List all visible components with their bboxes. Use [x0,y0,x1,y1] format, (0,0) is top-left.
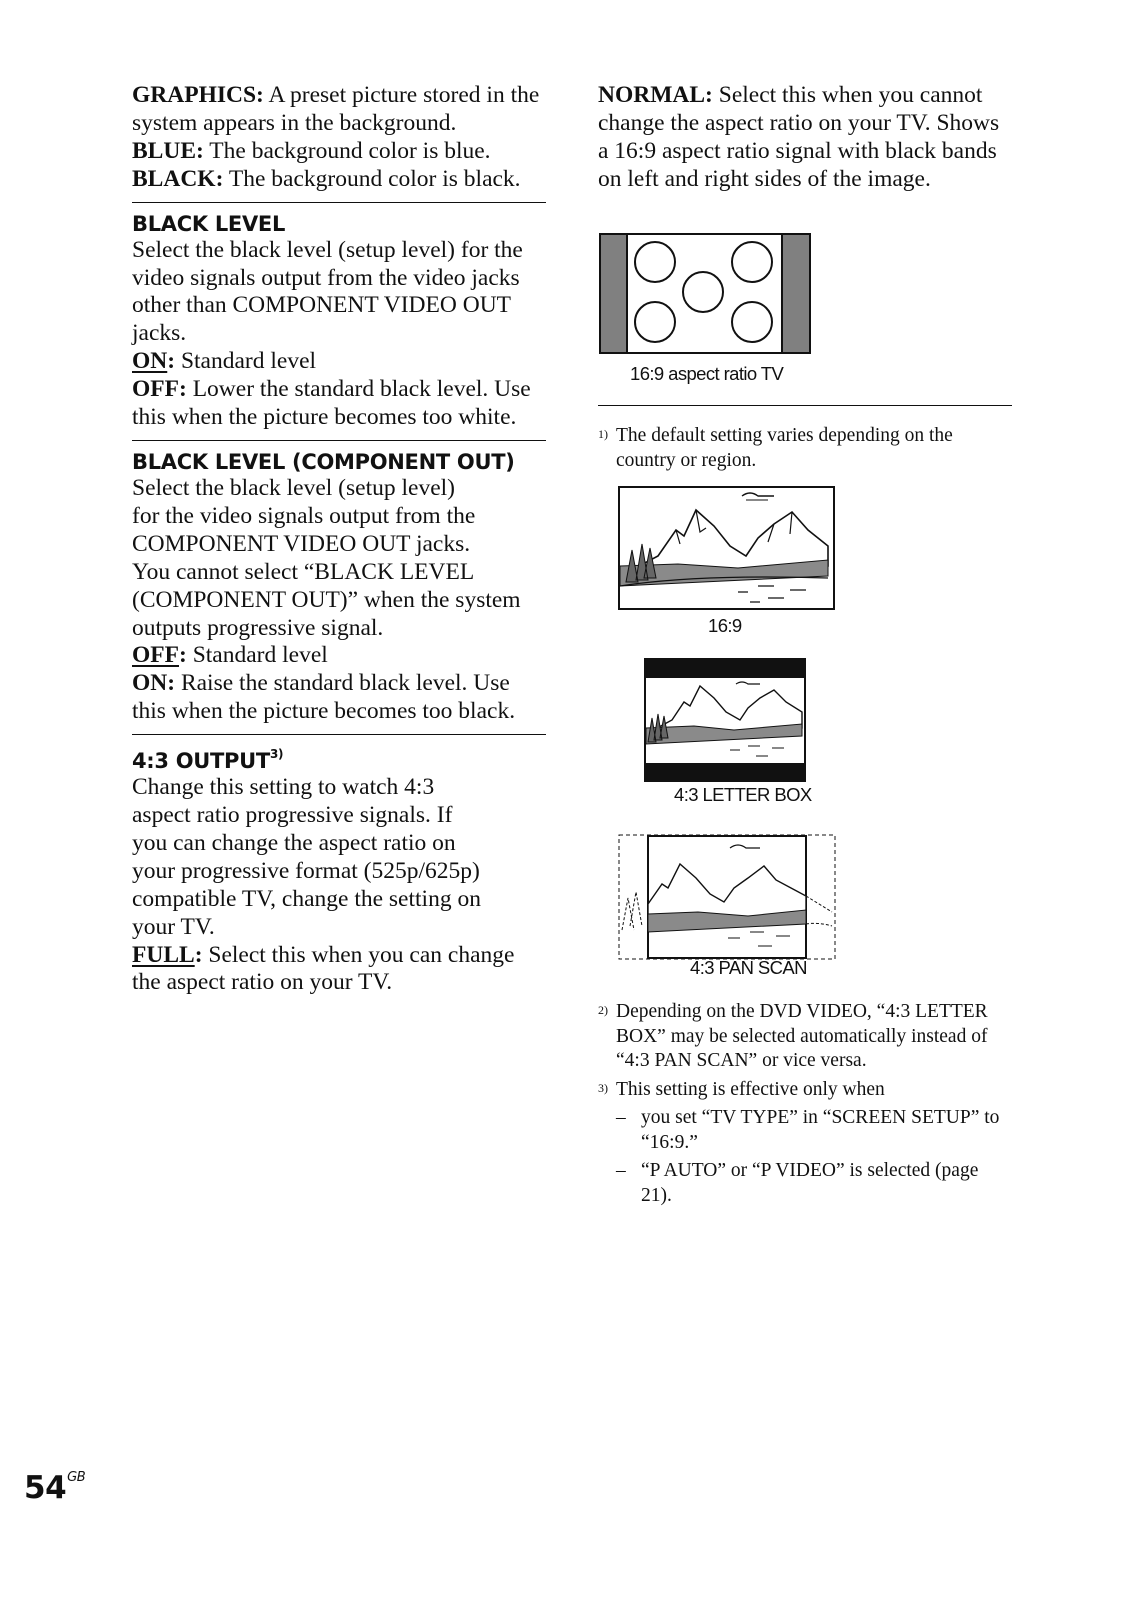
blc-desc-line: for the video signals output from the [132,502,476,529]
section-divider [132,734,546,735]
right-column [598,82,1012,194]
blc-on-label: ON: [132,670,176,697]
normal-option [598,82,1012,194]
note-3-item-2 [598,1159,1014,1208]
note-3-item-1-text: you set “TV TYPE” in “SCREEN SETUP” to “16:9.” [641,1107,1000,1153]
output-43-heading-text: 4:3 OUTPUT [132,749,270,774]
note-1 [598,424,1012,473]
blue-text: The background color is blue. [203,137,491,164]
blc-desc-note: You cannot select “BLACK LEVEL (COMPONENT OUT)” when the system outputs progressive signal. [132,558,521,641]
background-options [132,82,546,194]
black-level-component-body: Select the black level (setup level) for the video signals output from the COMPONENT VIDEO OUT jacks. You cannot select “BLACK LEVEL (COMPONENT OUT)” when the system outputs progressive signal. OFF: Standard level ON: Raise the standard black level. Use this when the picture becomes too black. [132,474,521,725]
note-1-text: The default setting varies depending on the country or region. [616,425,953,471]
black-level-component-heading: BLACK LEVEL (COMPONENT OUT) [132,449,515,474]
note-2-text: Depending on the DVD VIDEO, “4:3 LETTER BOX” may be selected automatically instead of “4:3 PAN SCAN” or vice versa. [616,1001,988,1071]
landscape-169-caption: 16:9 [708,615,742,636]
note-3 [598,1078,1014,1103]
black-level-on-label: ON [132,348,168,375]
output-43-heading [132,743,546,774]
right-black-band [782,235,809,352]
left-black-band [601,235,627,352]
dash-bullet: – [616,1160,626,1181]
letterbox-caption: 4:3 LETTER BOX [674,784,812,805]
section-divider [132,440,546,441]
note-1-mark: 1) [598,427,608,441]
page-number-value: 54 [24,1470,67,1506]
full-label: FULL [132,941,195,968]
o43-desc-line: you can change the aspect ratio on [132,829,456,856]
blue-label: BLUE: [132,137,204,164]
section-divider [132,202,546,203]
note-3-item-1 [598,1106,1014,1155]
landscape-169-illustration [618,486,835,610]
o43-desc-line: your progressive format (525p/625p) [132,857,480,884]
note-3-mark: 3) [598,1080,608,1095]
black-level-off-text: Lower the standard black level. Use this when the picture becomes too white. [132,376,531,431]
top-black-band [646,660,804,678]
graphics-text: A preset picture stored in the system appears in the background. [132,82,540,136]
black-level-heading: BLACK LEVEL [132,211,286,236]
notes-block [598,1000,1014,1208]
note-3-text: This setting is effective only when [616,1078,885,1100]
o43-desc-line: your TV. [132,913,215,940]
black-level-body: Select the black level (setup level) for the video signals output from the video jacks other than COMPONENT VIDEO OUT jacks. ON: Standard level OFF: Lower the standard black level. Use this when the picture becomes too white. [132,236,531,431]
black-label: BLACK: [132,165,224,192]
graphics-label: GRAPHICS: [132,82,264,108]
blc-desc-line: Select the black level (setup level) [132,474,455,501]
page-number [24,1470,85,1506]
black-text: The background color is black. [223,165,521,192]
footnote-ref: 3) [269,747,284,762]
output-43-body: Change this setting to watch 4:3 aspect ratio progressive signals. If you can change the aspect ratio on your progressive format (525p/625p) compatible TV, change the setting on your TV. FULL: Select this when you can change the aspect ratio on your TV. [132,774,515,996]
note-2 [598,1000,1014,1074]
blc-off-text: Standard level [186,642,328,669]
black-level-off-label: OFF: [132,376,187,403]
note-2-mark: 2) [598,1003,608,1017]
panscan-caption: 4:3 PAN SCAN [690,957,807,978]
o43-desc-line: aspect ratio progressive signals. If [132,802,453,829]
bottom-black-band [646,763,804,780]
normal-label: NORMAL: [598,82,713,108]
blc-off-label: OFF [132,642,179,669]
note-1-text-wrap [598,424,1012,473]
note-3-item-2-text: “P AUTO” or “P VIDEO” is selected (page 21). [641,1160,979,1206]
page-number-suffix: GB [67,1469,86,1485]
left-column [132,82,546,997]
blc-on-text: Raise the standard black level. Use this when the picture becomes too black. [132,670,516,725]
panscan-illustration [618,834,836,960]
notes-divider [598,405,1012,406]
black-level-on-text: Standard level [175,348,317,375]
full-text: Select this when you can change the aspect ratio on your TV. [132,941,515,996]
normal-text: Select this when you cannot change the aspect ratio on your TV. Shows a 16:9 aspect ratio signal with black bands on left and right sides of the image. [598,82,1000,192]
tv-169-caption: 16:9 aspect ratio TV [630,363,784,384]
black-level-desc: Select the black level (setup level) for the video signals output from the video jacks other than COMPONENT VIDEO OUT jacks. [132,236,523,347]
blc-desc-line: COMPONENT VIDEO OUT jacks. [132,530,471,557]
dash-bullet: – [616,1107,626,1128]
o43-desc-line: Change this setting to watch 4:3 [132,774,435,801]
letterbox-illustration [644,658,806,782]
tv-169-illustration [599,233,811,354]
o43-desc-line: compatible TV, change the setting on [132,885,481,912]
